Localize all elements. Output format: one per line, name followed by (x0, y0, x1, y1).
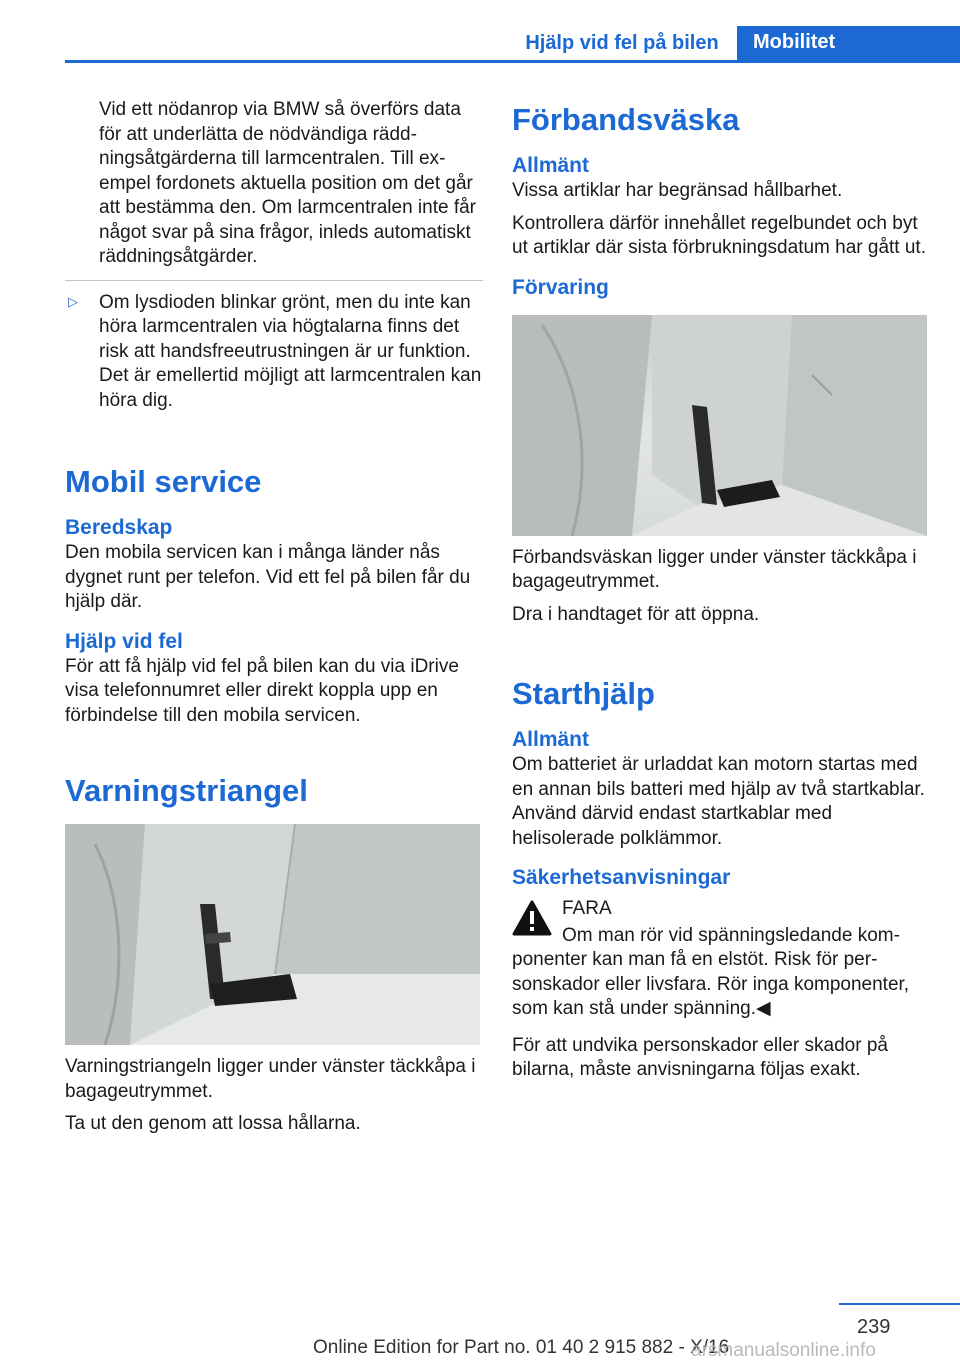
fara-text (512, 924, 930, 1022)
starthjalp-allmant-text: Om batteriet är urladdat kan motorn startas med en annan bils batteri med hjälp av två startkablar. Använd därvid endast startkablar med helisolerade polklämmor. (512, 754, 925, 849)
forbandsvaska-heading: Förbandsväska (512, 102, 740, 137)
watermark: arsmanualsonline.info (691, 1340, 876, 1361)
hjalp-vid-fel-heading: Hjälp vid fel (65, 629, 183, 653)
page-number: 239 (857, 1316, 891, 1338)
bullet-triangle-icon: ▷ (68, 293, 78, 309)
fara-text-content: Om man rör vid spänningsledande komponenter kan man få en elstöt. Risk för personskador eller livsfara. Rör inga komponenter, som kan stå under spänning.◀ (512, 924, 910, 1019)
bullet-text: Om lysdioden blinkar grönt, men du inte kan höra larmcentralen via högtalarna finns det risk att handsfreeutrustningen är ur funktion. Det är emellertid möjligt att larmcentralen kan höra dig. (99, 291, 482, 411)
page-number-rule (839, 1303, 960, 1305)
left-column (65, 98, 483, 1145)
bullet-item (65, 280, 483, 414)
beredskap-text: Den mobila servicen kan i många länder nås dygnet runt per telefon. Vid ett fel på bilen får du hjälp där. (65, 542, 471, 612)
trunk-first-aid-kit-image (512, 315, 927, 536)
forbandsvaska-allmant-text-2: Kontrollera därför innehållet regelbundet och byt ut artiklar där sista förbrukningsdatum har gått ut. (512, 212, 926, 258)
trunk-warning-triangle-image (65, 824, 480, 1045)
header-rule (65, 60, 960, 63)
starthjalp-final-text: För att undvika personskador eller skador på bilarna, måste anvisningarna följas exakt. (512, 1034, 888, 1080)
forbandsvaska-text: Dra i handtaget för att öppna. (512, 603, 760, 625)
beredskap-heading: Beredskap (65, 516, 173, 539)
header-section-title: Hjälp vid fel på bilen (525, 31, 719, 54)
varningstriangel-heading: Varningstriangel (65, 773, 308, 808)
starthjalp-allmant-heading: Allmänt (512, 728, 590, 751)
sakerhetsanvisningar-heading: Säkerhetsanvisningar (512, 866, 731, 889)
hjalp-vid-fel-text: För att få hjälp vid fel på bilen kan du via iDrive visa telefonnumret eller direkt koppla upp en förbindelse till den mobila servicen. (65, 655, 459, 726)
intro-continued-text: Vid ett nödanrop via BMW så överförs data för att underlätta de nödvändiga räddningsåtgärderna till larmcentralen. Till exempel fordonets aktuella position om det går att bestämma den. Om larmcentralen inte får något svar på sina frågor, inleds automatiskt räddningsåtgärder. (99, 99, 476, 267)
right-column (512, 98, 930, 1091)
varningstriangel-text: Ta ut den genom att lossa hållarna. (65, 1113, 361, 1134)
warning-icon (512, 900, 552, 936)
forbandsvaska-caption: Förbandsväskan ligger under vänster täckkåpa i bagageutrymmet. (512, 546, 917, 592)
header-chapter-tab: Mobilitet (737, 26, 960, 63)
starthjalp-heading: Starthjälp (512, 676, 655, 711)
danger-warning-block (512, 897, 930, 922)
forbandsvaska-allmant-heading: Allmänt (512, 154, 590, 177)
forbandsvaska-allmant-text-1: Vissa artiklar har begränsad hållbarhet. (512, 180, 843, 201)
edition-footer: Online Edition for Part no. 01 40 2 915 882 - X/16 (313, 1337, 730, 1358)
varningstriangel-caption: Varningstriangeln ligger under vänster täckkåpa i bagageutrymmet. (65, 1056, 476, 1102)
mobil-service-heading: Mobil service (65, 464, 262, 499)
fara-label: FARA (562, 898, 612, 919)
forvaring-heading: Förvaring (512, 275, 609, 299)
